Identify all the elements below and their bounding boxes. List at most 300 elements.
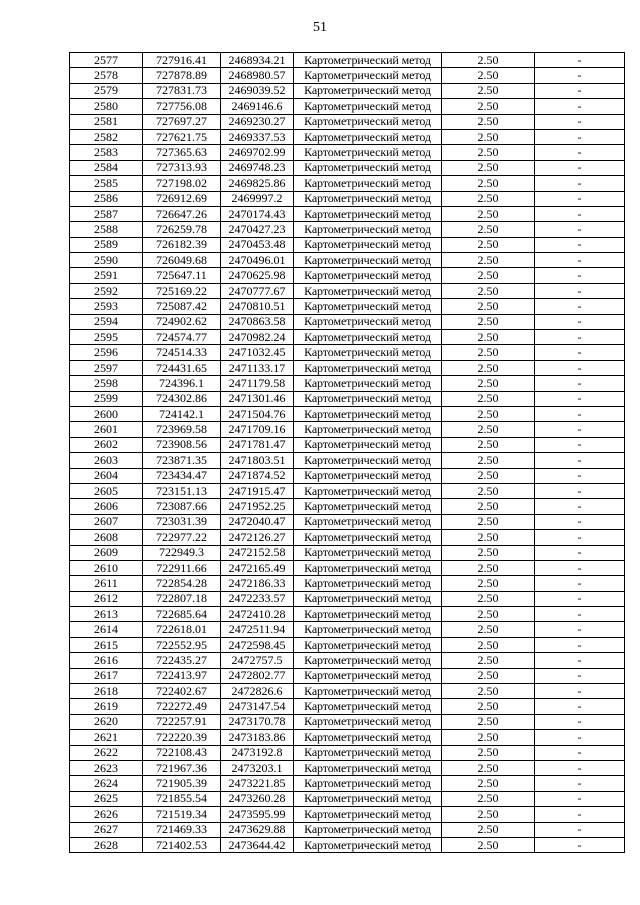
table-row (70, 299, 625, 314)
accuracy-cell: 2.50 (442, 607, 535, 622)
point-number-cell: 2580 (70, 99, 143, 114)
point-number-cell: 2602 (70, 437, 143, 452)
x-coordinate-cell: 722552.95 (143, 637, 221, 652)
point-number-cell: 2622 (70, 745, 143, 760)
accuracy-cell: 2.50 (442, 283, 535, 298)
accuracy-cell: 2.50 (442, 822, 535, 837)
accuracy-cell: 2.50 (442, 299, 535, 314)
x-coordinate-cell: 721967.36 (143, 760, 221, 775)
accuracy-cell: 2.50 (442, 622, 535, 637)
point-number-cell: 2593 (70, 299, 143, 314)
x-coordinate-cell: 722413.97 (143, 668, 221, 683)
method-cell: Картометрический метод (294, 653, 442, 668)
point-number-cell: 2627 (70, 822, 143, 837)
method-cell: Картометрический метод (294, 206, 442, 221)
x-coordinate-cell: 721905.39 (143, 776, 221, 791)
y-coordinate-cell: 2472040.47 (221, 514, 294, 529)
accuracy-cell: 2.50 (442, 837, 535, 852)
accuracy-cell: 2.50 (442, 206, 535, 221)
point-number-cell: 2604 (70, 468, 143, 483)
point-number-cell: 2583 (70, 145, 143, 160)
note-cell: - (535, 129, 625, 144)
accuracy-cell: 2.50 (442, 114, 535, 129)
point-number-cell: 2609 (70, 545, 143, 560)
y-coordinate-cell: 2473203.1 (221, 760, 294, 775)
method-cell: Картометрический метод (294, 530, 442, 545)
method-cell: Картометрический метод (294, 330, 442, 345)
y-coordinate-cell: 2471915.47 (221, 483, 294, 498)
method-cell: Картометрический метод (294, 545, 442, 560)
x-coordinate-cell: 721855.54 (143, 791, 221, 806)
table-row (70, 453, 625, 468)
method-cell: Картометрический метод (294, 237, 442, 252)
accuracy-cell: 2.50 (442, 668, 535, 683)
table-row (70, 637, 625, 652)
table-row (70, 268, 625, 283)
table-row (70, 206, 625, 221)
x-coordinate-cell: 727621.75 (143, 129, 221, 144)
note-cell: - (535, 437, 625, 452)
point-number-cell: 2614 (70, 622, 143, 637)
point-number-cell: 2618 (70, 684, 143, 699)
table-row (70, 791, 625, 806)
x-coordinate-cell: 724902.62 (143, 314, 221, 329)
y-coordinate-cell: 2470982.24 (221, 330, 294, 345)
method-cell: Картометрический метод (294, 176, 442, 191)
note-cell: - (535, 299, 625, 314)
method-cell: Картометрический метод (294, 668, 442, 683)
point-number-cell: 2606 (70, 499, 143, 514)
x-coordinate-cell: 721402.53 (143, 837, 221, 852)
table-row (70, 237, 625, 252)
y-coordinate-cell: 2473629.88 (221, 822, 294, 837)
accuracy-cell: 2.50 (442, 391, 535, 406)
table-row (70, 53, 625, 68)
x-coordinate-cell: 726182.39 (143, 237, 221, 252)
table-row (70, 760, 625, 775)
note-cell: - (535, 345, 625, 360)
table-row (70, 68, 625, 83)
point-number-cell: 2592 (70, 283, 143, 298)
method-cell: Картометрический метод (294, 760, 442, 775)
table-row (70, 837, 625, 852)
x-coordinate-cell: 722435.27 (143, 653, 221, 668)
x-coordinate-cell: 722618.01 (143, 622, 221, 637)
accuracy-cell: 2.50 (442, 314, 535, 329)
note-cell: - (535, 576, 625, 591)
note-cell: - (535, 283, 625, 298)
accuracy-cell: 2.50 (442, 591, 535, 606)
y-coordinate-cell: 2468934.21 (221, 53, 294, 68)
point-number-cell: 2616 (70, 653, 143, 668)
x-coordinate-cell: 727365.63 (143, 145, 221, 160)
x-coordinate-cell: 724302.86 (143, 391, 221, 406)
y-coordinate-cell: 2470863.58 (221, 314, 294, 329)
y-coordinate-cell: 2469997.2 (221, 191, 294, 206)
point-number-cell: 2595 (70, 330, 143, 345)
accuracy-cell: 2.50 (442, 530, 535, 545)
point-number-cell: 2577 (70, 53, 143, 68)
y-coordinate-cell: 2471032.45 (221, 345, 294, 360)
point-number-cell: 2617 (70, 668, 143, 683)
accuracy-cell: 2.50 (442, 730, 535, 745)
table-row (70, 668, 625, 683)
x-coordinate-cell: 722949.3 (143, 545, 221, 560)
x-coordinate-cell: 722977.22 (143, 530, 221, 545)
note-cell: - (535, 391, 625, 406)
note-cell: - (535, 483, 625, 498)
note-cell: - (535, 622, 625, 637)
note-cell: - (535, 360, 625, 375)
accuracy-cell: 2.50 (442, 637, 535, 652)
x-coordinate-cell: 722685.64 (143, 607, 221, 622)
note-cell: - (535, 760, 625, 775)
table-row (70, 376, 625, 391)
table-row (70, 391, 625, 406)
x-coordinate-cell: 726647.26 (143, 206, 221, 221)
table-row (70, 191, 625, 206)
point-number-cell: 2596 (70, 345, 143, 360)
point-number-cell: 2605 (70, 483, 143, 498)
table-row (70, 560, 625, 575)
note-cell: - (535, 637, 625, 652)
x-coordinate-cell: 727831.73 (143, 83, 221, 98)
x-coordinate-cell: 723871.35 (143, 453, 221, 468)
point-number-cell: 2603 (70, 453, 143, 468)
point-number-cell: 2615 (70, 637, 143, 652)
y-coordinate-cell: 2469337.53 (221, 129, 294, 144)
note-cell: - (535, 776, 625, 791)
method-cell: Картометрический метод (294, 299, 442, 314)
table-row (70, 468, 625, 483)
accuracy-cell: 2.50 (442, 160, 535, 175)
table-row (70, 114, 625, 129)
y-coordinate-cell: 2472757.5 (221, 653, 294, 668)
point-number-cell: 2613 (70, 607, 143, 622)
y-coordinate-cell: 2470174.43 (221, 206, 294, 221)
method-cell: Картометрический метод (294, 222, 442, 237)
point-number-cell: 2579 (70, 83, 143, 98)
x-coordinate-cell: 724574.77 (143, 330, 221, 345)
note-cell: - (535, 253, 625, 268)
y-coordinate-cell: 2471803.51 (221, 453, 294, 468)
y-coordinate-cell: 2470810.51 (221, 299, 294, 314)
y-coordinate-cell: 2469825.86 (221, 176, 294, 191)
accuracy-cell: 2.50 (442, 560, 535, 575)
accuracy-cell: 2.50 (442, 468, 535, 483)
table-row (70, 622, 625, 637)
note-cell: - (535, 730, 625, 745)
method-cell: Картометрический метод (294, 514, 442, 529)
note-cell: - (535, 499, 625, 514)
y-coordinate-cell: 2473170.78 (221, 714, 294, 729)
note-cell: - (535, 468, 625, 483)
accuracy-cell: 2.50 (442, 791, 535, 806)
note-cell: - (535, 237, 625, 252)
note-cell: - (535, 99, 625, 114)
accuracy-cell: 2.50 (442, 576, 535, 591)
table-row (70, 576, 625, 591)
y-coordinate-cell: 2471874.52 (221, 468, 294, 483)
note-cell: - (535, 376, 625, 391)
table-row (70, 99, 625, 114)
x-coordinate-cell: 724431.65 (143, 360, 221, 375)
table-body (70, 53, 625, 853)
x-coordinate-cell: 722854.28 (143, 576, 221, 591)
x-coordinate-cell: 727878.89 (143, 68, 221, 83)
method-cell: Картометрический метод (294, 576, 442, 591)
y-coordinate-cell: 2472410.28 (221, 607, 294, 622)
method-cell: Картометрический метод (294, 314, 442, 329)
x-coordinate-cell: 727756.08 (143, 99, 221, 114)
y-coordinate-cell: 2473644.42 (221, 837, 294, 852)
x-coordinate-cell: 727697.27 (143, 114, 221, 129)
note-cell: - (535, 206, 625, 221)
note-cell: - (535, 422, 625, 437)
method-cell: Картометрический метод (294, 730, 442, 745)
accuracy-cell: 2.50 (442, 145, 535, 160)
method-cell: Картометрический метод (294, 437, 442, 452)
x-coordinate-cell: 722257.91 (143, 714, 221, 729)
table-row (70, 545, 625, 560)
point-number-cell: 2597 (70, 360, 143, 375)
method-cell: Картометрический метод (294, 453, 442, 468)
table-row (70, 222, 625, 237)
method-cell: Картометрический метод (294, 53, 442, 68)
y-coordinate-cell: 2469748.23 (221, 160, 294, 175)
method-cell: Картометрический метод (294, 129, 442, 144)
point-number-cell: 2625 (70, 791, 143, 806)
table-row (70, 283, 625, 298)
note-cell: - (535, 514, 625, 529)
point-number-cell: 2601 (70, 422, 143, 437)
note-cell: - (535, 314, 625, 329)
point-number-cell: 2590 (70, 253, 143, 268)
accuracy-cell: 2.50 (442, 237, 535, 252)
y-coordinate-cell: 2471179.58 (221, 376, 294, 391)
method-cell: Картометрический метод (294, 837, 442, 852)
y-coordinate-cell: 2469702.99 (221, 145, 294, 160)
accuracy-cell: 2.50 (442, 99, 535, 114)
accuracy-cell: 2.50 (442, 760, 535, 775)
point-number-cell: 2624 (70, 776, 143, 791)
accuracy-cell: 2.50 (442, 129, 535, 144)
point-number-cell: 2619 (70, 699, 143, 714)
x-coordinate-cell: 722220.39 (143, 730, 221, 745)
x-coordinate-cell: 722911.66 (143, 560, 221, 575)
method-cell: Картометрический метод (294, 145, 442, 160)
method-cell: Картометрический метод (294, 607, 442, 622)
y-coordinate-cell: 2472233.57 (221, 591, 294, 606)
accuracy-cell: 2.50 (442, 745, 535, 760)
table-row (70, 653, 625, 668)
point-number-cell: 2589 (70, 237, 143, 252)
method-cell: Картометрический метод (294, 360, 442, 375)
method-cell: Картометрический метод (294, 268, 442, 283)
note-cell: - (535, 791, 625, 806)
table-row (70, 499, 625, 514)
method-cell: Картометрический метод (294, 114, 442, 129)
note-cell: - (535, 191, 625, 206)
x-coordinate-cell: 721519.34 (143, 807, 221, 822)
table-row (70, 314, 625, 329)
x-coordinate-cell: 724396.1 (143, 376, 221, 391)
note-cell: - (535, 160, 625, 175)
x-coordinate-cell: 723151.13 (143, 483, 221, 498)
table-row (70, 360, 625, 375)
point-number-cell: 2621 (70, 730, 143, 745)
y-coordinate-cell: 2473221.85 (221, 776, 294, 791)
y-coordinate-cell: 2472165.49 (221, 560, 294, 575)
coordinates-table (69, 52, 625, 853)
x-coordinate-cell: 725647.11 (143, 268, 221, 283)
accuracy-cell: 2.50 (442, 191, 535, 206)
point-number-cell: 2600 (70, 406, 143, 421)
table-row (70, 483, 625, 498)
note-cell: - (535, 699, 625, 714)
note-cell: - (535, 560, 625, 575)
table-row (70, 607, 625, 622)
y-coordinate-cell: 2470777.67 (221, 283, 294, 298)
note-cell: - (535, 714, 625, 729)
accuracy-cell: 2.50 (442, 376, 535, 391)
method-cell: Картометрический метод (294, 391, 442, 406)
method-cell: Картометрический метод (294, 791, 442, 806)
table-row (70, 330, 625, 345)
accuracy-cell: 2.50 (442, 514, 535, 529)
point-number-cell: 2578 (70, 68, 143, 83)
point-number-cell: 2585 (70, 176, 143, 191)
x-coordinate-cell: 724142.1 (143, 406, 221, 421)
table-row (70, 145, 625, 160)
y-coordinate-cell: 2471709.16 (221, 422, 294, 437)
note-cell: - (535, 145, 625, 160)
accuracy-cell: 2.50 (442, 437, 535, 452)
method-cell: Картометрический метод (294, 637, 442, 652)
table-row (70, 530, 625, 545)
accuracy-cell: 2.50 (442, 776, 535, 791)
x-coordinate-cell: 723087.66 (143, 499, 221, 514)
table-row (70, 129, 625, 144)
accuracy-cell: 2.50 (442, 545, 535, 560)
accuracy-cell: 2.50 (442, 653, 535, 668)
method-cell: Картометрический метод (294, 822, 442, 837)
method-cell: Картометрический метод (294, 591, 442, 606)
accuracy-cell: 2.50 (442, 83, 535, 98)
y-coordinate-cell: 2472598.45 (221, 637, 294, 652)
note-cell: - (535, 83, 625, 98)
y-coordinate-cell: 2470625.98 (221, 268, 294, 283)
y-coordinate-cell: 2471781.47 (221, 437, 294, 452)
accuracy-cell: 2.50 (442, 807, 535, 822)
note-cell: - (535, 607, 625, 622)
accuracy-cell: 2.50 (442, 406, 535, 421)
table-row (70, 807, 625, 822)
note-cell: - (535, 114, 625, 129)
x-coordinate-cell: 726912.69 (143, 191, 221, 206)
method-cell: Картометрический метод (294, 699, 442, 714)
y-coordinate-cell: 2473595.99 (221, 807, 294, 822)
accuracy-cell: 2.50 (442, 483, 535, 498)
method-cell: Картометрический метод (294, 83, 442, 98)
x-coordinate-cell: 723434.47 (143, 468, 221, 483)
x-coordinate-cell: 727916.41 (143, 53, 221, 68)
note-cell: - (535, 268, 625, 283)
y-coordinate-cell: 2472152.58 (221, 545, 294, 560)
y-coordinate-cell: 2470427.23 (221, 222, 294, 237)
note-cell: - (535, 453, 625, 468)
point-number-cell: 2594 (70, 314, 143, 329)
table-row (70, 822, 625, 837)
note-cell: - (535, 545, 625, 560)
note-cell: - (535, 684, 625, 699)
point-number-cell: 2628 (70, 837, 143, 852)
accuracy-cell: 2.50 (442, 714, 535, 729)
x-coordinate-cell: 722402.67 (143, 684, 221, 699)
method-cell: Картометрический метод (294, 253, 442, 268)
accuracy-cell: 2.50 (442, 499, 535, 514)
note-cell: - (535, 53, 625, 68)
x-coordinate-cell: 727198.02 (143, 176, 221, 191)
note-cell: - (535, 406, 625, 421)
point-number-cell: 2611 (70, 576, 143, 591)
x-coordinate-cell: 722272.49 (143, 699, 221, 714)
point-number-cell: 2586 (70, 191, 143, 206)
accuracy-cell: 2.50 (442, 345, 535, 360)
accuracy-cell: 2.50 (442, 699, 535, 714)
method-cell: Картометрический метод (294, 160, 442, 175)
table-row (70, 160, 625, 175)
point-number-cell: 2610 (70, 560, 143, 575)
point-number-cell: 2581 (70, 114, 143, 129)
table-row (70, 730, 625, 745)
table-row (70, 776, 625, 791)
point-number-cell: 2598 (70, 376, 143, 391)
method-cell: Картометрический метод (294, 406, 442, 421)
method-cell: Картометрический метод (294, 191, 442, 206)
note-cell: - (535, 176, 625, 191)
method-cell: Картометрический метод (294, 376, 442, 391)
table-row (70, 422, 625, 437)
accuracy-cell: 2.50 (442, 684, 535, 699)
point-number-cell: 2599 (70, 391, 143, 406)
x-coordinate-cell: 723969.58 (143, 422, 221, 437)
y-coordinate-cell: 2471301.46 (221, 391, 294, 406)
table-row (70, 176, 625, 191)
y-coordinate-cell: 2469039.52 (221, 83, 294, 98)
table-row (70, 83, 625, 98)
point-number-cell: 2587 (70, 206, 143, 221)
x-coordinate-cell: 725087.42 (143, 299, 221, 314)
point-number-cell: 2612 (70, 591, 143, 606)
x-coordinate-cell: 722807.18 (143, 591, 221, 606)
table-row (70, 699, 625, 714)
method-cell: Картометрический метод (294, 684, 442, 699)
y-coordinate-cell: 2473192.8 (221, 745, 294, 760)
table-row (70, 345, 625, 360)
note-cell: - (535, 837, 625, 852)
y-coordinate-cell: 2471952.25 (221, 499, 294, 514)
accuracy-cell: 2.50 (442, 330, 535, 345)
point-number-cell: 2620 (70, 714, 143, 729)
point-number-cell: 2626 (70, 807, 143, 822)
y-coordinate-cell: 2473147.54 (221, 699, 294, 714)
note-cell: - (535, 591, 625, 606)
accuracy-cell: 2.50 (442, 253, 535, 268)
note-cell: - (535, 330, 625, 345)
y-coordinate-cell: 2471504.76 (221, 406, 294, 421)
note-cell: - (535, 653, 625, 668)
